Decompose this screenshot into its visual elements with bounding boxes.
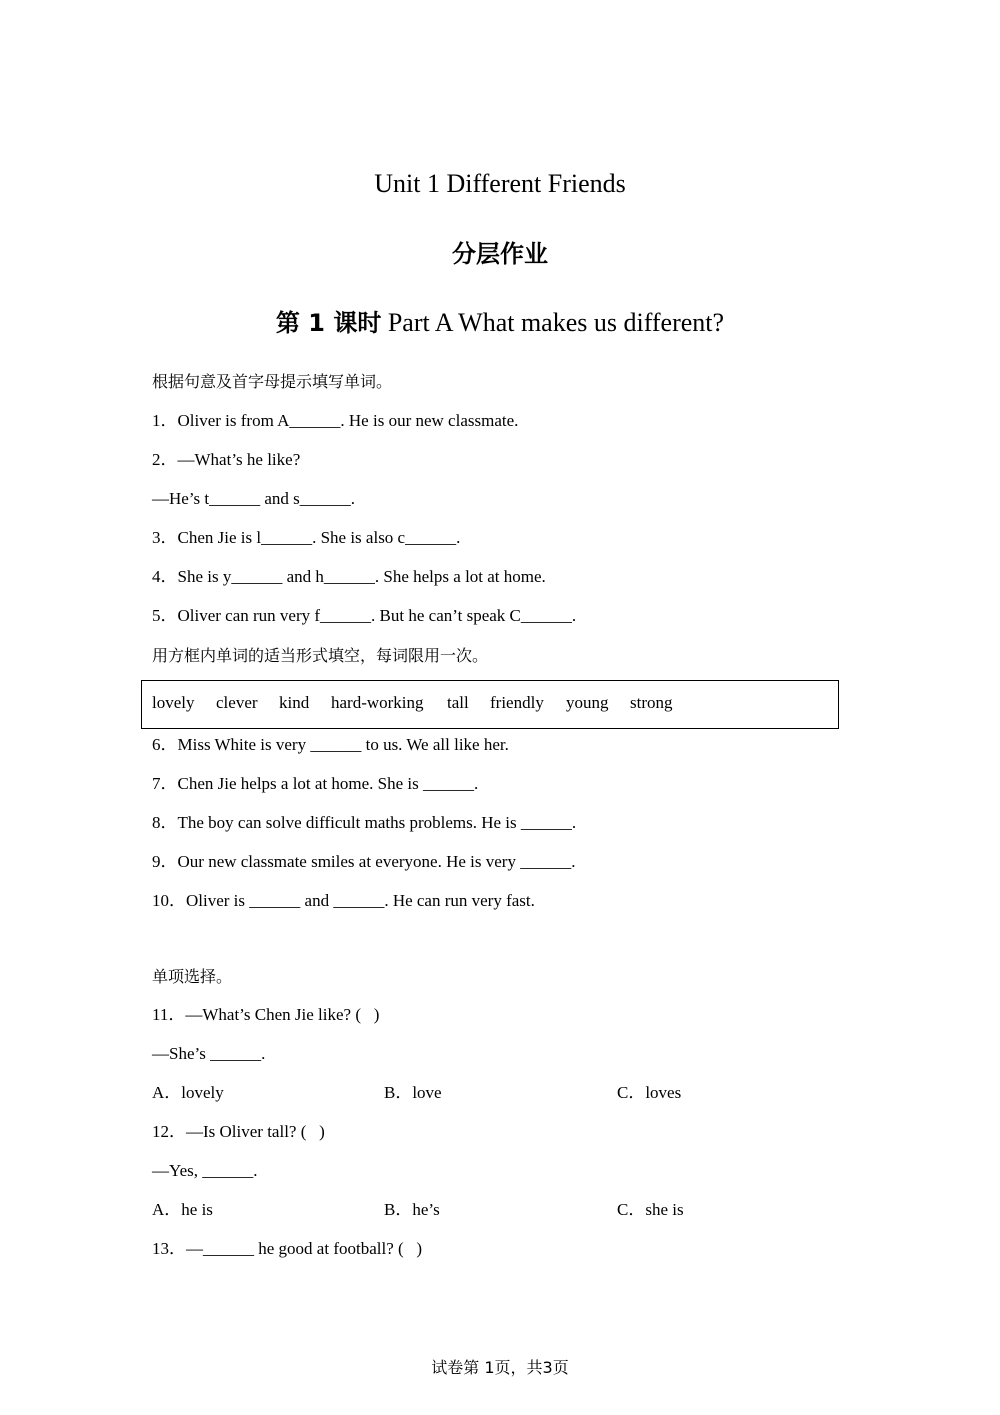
word-bank-item: clever: [216, 693, 258, 712]
question-12-option-c: C．she is: [617, 1200, 684, 1219]
homework-subtitle: 分层作业: [452, 240, 548, 268]
page-footer: 试卷第 1页，共3页: [431, 1358, 569, 1377]
unit-title: Unit 1 Different Friends: [374, 169, 626, 198]
question-6: 6．Miss White is very ______ to us. We all like her.: [152, 735, 509, 754]
question-13: 13．—______ he good at football? ( ): [152, 1239, 423, 1258]
question-11-option-b: B．love: [384, 1083, 442, 1102]
word-bank-item: hard-working: [331, 693, 424, 712]
question-11-option-a: A．lovely: [152, 1083, 224, 1102]
word-bank-item: tall: [447, 693, 469, 712]
question-2-answer: —He’s t______ and s______.: [152, 489, 356, 508]
question-1: 1．Oliver is from A______. He is our new classmate.: [152, 411, 519, 430]
question-11-option-c: C．loves: [617, 1083, 682, 1102]
question-11: 11．—What’s Chen Jie like? ( ): [152, 1005, 380, 1024]
question-12-answer: —Yes, ______.: [152, 1161, 258, 1180]
question-9: 9．Our new classmate smiles at everyone. He is very ______.: [152, 852, 576, 871]
question-5: 5．Oliver can run very f______. But he can’t speak C______.: [152, 606, 577, 625]
word-bank-item: kind: [279, 693, 310, 712]
question-2: 2．—What’s he like?: [152, 450, 301, 469]
question-7: 7．Chen Jie helps a lot at home. She is ______.: [152, 774, 479, 793]
word-bank-item: friendly: [490, 693, 544, 712]
section3-instruction: 单项选择。: [152, 967, 233, 986]
question-12: 12．—Is Oliver tall? ( ): [152, 1122, 325, 1141]
lesson-title: [0, 305, 1000, 341]
word-bank-item: young: [566, 693, 609, 712]
lesson-topic: Part A What makes us different?: [381, 308, 725, 337]
question-12-option-b: B．he’s: [384, 1200, 440, 1219]
question-4: 4．She is y______ and h______. She helps a lot at home.: [152, 567, 546, 586]
question-11-answer: —She’s ______.: [152, 1044, 266, 1063]
word-bank-item: lovely: [152, 693, 195, 712]
question-12-option-a: A．he is: [152, 1200, 213, 1219]
question-8: 8．The boy can solve difficult maths problems. He is ______.: [152, 813, 577, 832]
lesson-number: 第 1 课时: [275, 309, 382, 337]
section2-instruction: 用方框内单词的适当形式填空，每词限用一次。: [152, 646, 489, 665]
word-bank-box: [141, 680, 839, 729]
word-bank-item: strong: [630, 693, 673, 712]
question-10: 10．Oliver is ______ and ______. He can run very fast.: [152, 891, 535, 910]
question-3: 3．Chen Jie is l______. She is also c______.: [152, 528, 461, 547]
section1-instruction: 根据句意及首字母提示填写单词。: [152, 372, 393, 391]
